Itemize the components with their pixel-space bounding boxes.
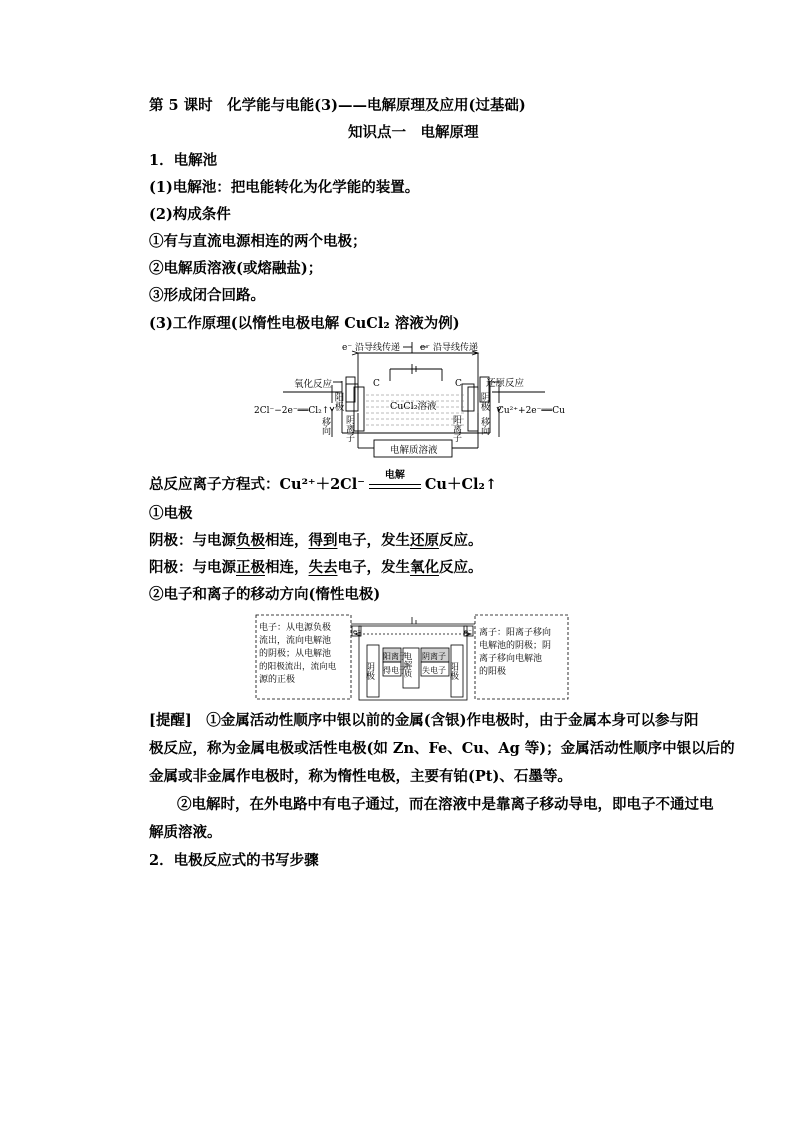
cathode-line bbox=[149, 531, 483, 551]
cathode-equation: Cu²⁺+2e⁻══Cu bbox=[497, 406, 565, 416]
equation-condition-arrow bbox=[367, 470, 423, 494]
tip-1-line-3: 金属或非金属作电极时，称为惰性电极，主要有铂(Pt)、石墨等。 bbox=[149, 768, 572, 785]
equals-bar-top bbox=[369, 484, 421, 485]
anode-box-label: 阳极 bbox=[332, 392, 344, 411]
equation-left: Cu²⁺＋2Cl⁻ bbox=[279, 476, 365, 493]
left-box-line-4: 的阳极流出，流向电 bbox=[259, 662, 337, 672]
left-box-line-1: 电子：从电源负极 bbox=[259, 623, 332, 633]
cathode-box-label: 阴极 bbox=[478, 392, 490, 411]
anion-label: 阴离子 bbox=[422, 652, 446, 661]
conditions-heading: (2)构成条件 bbox=[149, 206, 231, 223]
anode-text-g: 反应。 bbox=[439, 559, 483, 576]
heading-electrolytic-cell: 1．电解池 bbox=[149, 152, 218, 169]
right-box-line-1: 离子：阳离子移向 bbox=[479, 628, 552, 638]
condition-1: ①有与直流电源相连的两个电极； bbox=[149, 233, 367, 250]
anode-text-e: 电子，发生 bbox=[337, 559, 410, 576]
e-right-label: e⁻ bbox=[464, 628, 472, 636]
condition-3: ③形成闭合回路。 bbox=[149, 287, 265, 304]
carbon-right-label: C bbox=[455, 379, 462, 389]
definition-line: (1)电解池：把电能转化为化学能的装置。 bbox=[149, 179, 420, 196]
anode-equation: 2Cl⁻−2e⁻══Cl₂↑ bbox=[254, 406, 330, 416]
right-ion-label: 阳离子 bbox=[451, 415, 461, 442]
direction-heading: ②电子和离子的移动方向(惰性电极) bbox=[149, 586, 381, 603]
lesson-title: 第 5 课时 化学能与电能(3)——电解原理及应用(过基础) bbox=[149, 97, 526, 114]
wire-right-label: e⁻ 沿导线传递 bbox=[420, 343, 478, 353]
right-move-label: 移向 bbox=[479, 417, 489, 435]
equals-bar-bottom bbox=[369, 488, 421, 489]
cathode-negative: 负极 bbox=[236, 532, 265, 549]
section-subtitle: 知识点一 电解原理 bbox=[348, 124, 479, 141]
equation-prefix: 总反应离子方程式： bbox=[149, 476, 280, 493]
right-box-line-4: 的阳极 bbox=[479, 667, 507, 677]
cathode-gain: 得到 bbox=[308, 532, 338, 549]
left-box-line-5: 源的正极 bbox=[259, 675, 296, 685]
cation-label: 阳离子 bbox=[383, 652, 407, 661]
cathode-text-a: 阴极：与电源 bbox=[149, 532, 236, 549]
right-box-line-2: 电解池的阴极；阴 bbox=[479, 641, 552, 651]
anode-positive: 正极 bbox=[236, 559, 265, 576]
anode-line bbox=[149, 558, 483, 578]
right-box-line-3: 离子移向电解池 bbox=[479, 654, 543, 664]
left-box-line-3: 的阴极；从电解池 bbox=[259, 649, 332, 659]
equation-right: Cu＋Cl₂↑ bbox=[424, 476, 498, 493]
anode-oxidation: 氧化 bbox=[410, 559, 439, 576]
left-box-line-2: 流出，流向电解池 bbox=[259, 636, 332, 646]
cathode-text-c: 相连， bbox=[265, 532, 309, 549]
movement-diagram bbox=[255, 612, 571, 702]
carbon-left-label: C bbox=[373, 379, 380, 389]
cathode-rod-label: 阴极 bbox=[364, 662, 374, 680]
oxidation-label: 氧化反应 bbox=[294, 379, 333, 390]
cathode-reduction: 还原 bbox=[410, 532, 439, 549]
tip-2-line-1: ②电解时，在外电路中有电子通过，而在溶液中是靠离子移动导电，即电子不通过电 bbox=[177, 796, 714, 813]
section-2-heading: 2．电极反应式的书写步骤 bbox=[149, 852, 319, 869]
e-left-label: e⁻ bbox=[353, 628, 361, 636]
lose-electron-label: 失电子 bbox=[422, 666, 446, 675]
equation-condition: 电解 bbox=[384, 470, 405, 481]
left-move-label: 移向 bbox=[320, 417, 330, 435]
cathode-text-e: 电子，发生 bbox=[337, 532, 410, 549]
cathode-text-g: 反应。 bbox=[439, 532, 483, 549]
total-equation bbox=[149, 470, 497, 496]
wire-left-label: e⁻ 沿导线传递 bbox=[342, 343, 400, 353]
anode-rod-label: 阳极 bbox=[448, 662, 458, 680]
electrolysis-cell-diagram bbox=[250, 337, 580, 460]
tip-1-line-1: [提醒] ①金属活动性顺序中银以前的金属(含银)作电极时，由于金属本身可以参与阳 bbox=[149, 712, 699, 729]
solution-label: CuCl₂溶液 bbox=[390, 401, 437, 412]
electrolyte-label: 电解质溶液 bbox=[390, 445, 438, 456]
electrolyte-rod-label: 电解质 bbox=[402, 652, 412, 678]
tip-2-line-2: 解质溶液。 bbox=[149, 824, 222, 841]
left-ion-label: 阴离子 bbox=[344, 415, 354, 442]
anode-lose: 失去 bbox=[308, 559, 338, 576]
gain-electron-label: 得电子 bbox=[383, 666, 407, 675]
anode-text-c: 相连， bbox=[265, 559, 309, 576]
tip-1-line-2: 极反应，称为金属电极或活性电极(如 Zn、Fe、Cu、Ag 等)；金属活动性顺序中银以后的 bbox=[149, 740, 735, 757]
electrode-heading: ①电极 bbox=[149, 505, 193, 522]
reduction-label: 还原反应 bbox=[486, 378, 525, 389]
anode-text-a: 阳极：与电源 bbox=[149, 559, 236, 576]
condition-2: ②电解质溶液(或熔融盐)； bbox=[149, 260, 323, 277]
principle-heading: (3)工作原理(以惰性电极电解 CuCl₂ 溶液为例) bbox=[149, 315, 460, 332]
